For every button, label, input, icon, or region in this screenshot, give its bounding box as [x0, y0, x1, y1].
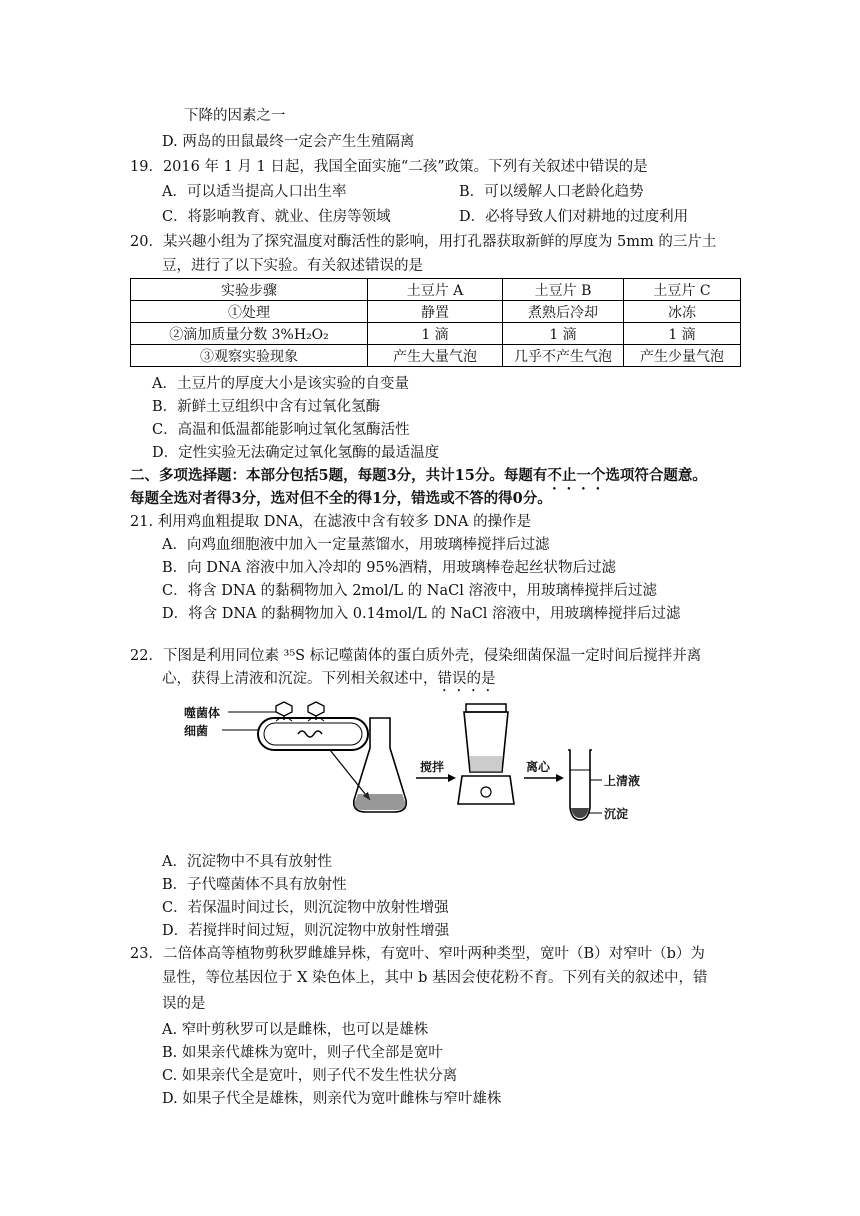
- table-header-cell: 土豆片 A: [368, 279, 503, 301]
- q19-option-d: D．必将导致人们对耕地的过度利用: [459, 209, 689, 225]
- table-cell: ①处理: [131, 301, 368, 323]
- section2-heading-c: 选项符合题意。: [605, 467, 707, 484]
- bacterium-inner-shape: [264, 723, 362, 745]
- q22-stem-line2: [162, 669, 496, 695]
- label-bacteria: 细菌: [184, 724, 209, 738]
- section2-heading-line2: 每题全选对者得3分，选对但不全的得1分，错选或不答的得0分。: [130, 490, 552, 507]
- label-sediment: 沉淀: [604, 807, 629, 821]
- dna-squiggle: [298, 731, 322, 737]
- table-cell: ③观察实验现象: [131, 345, 368, 367]
- q18-continuation: 下降的因素之一: [184, 108, 286, 124]
- q20-stem-line2: 豆，进行了以下实验。有关叙述错误的是: [162, 258, 423, 274]
- centrifuge-arrow-head: [556, 774, 564, 782]
- q20-stem-line1: 20．某兴趣小组为了探究温度对酶活性的影响，用打孔器获取新鲜的厚度为 5mm 的三片土: [130, 234, 717, 250]
- q20-option-b: B．新鲜土豆组织中含有过氧化氢酶: [152, 399, 381, 415]
- section2-heading-emphasis: 不止一个: [547, 467, 606, 484]
- table-cell: 冰冻: [624, 301, 741, 323]
- q23-option-a: A. 窄叶剪秋罗可以是雌株，也可以是雄株: [162, 1022, 429, 1038]
- blender-lid: [466, 704, 506, 712]
- q23-option-b: B. 如果亲代雄株为宽叶，则子代全部是宽叶: [162, 1045, 443, 1061]
- blender-liquid: [470, 756, 502, 772]
- table-header-row: [131, 279, 741, 301]
- table-row: [131, 301, 741, 323]
- table-row: [131, 323, 741, 345]
- label-centrifuge: 离心: [526, 760, 551, 774]
- label-phage: 噬菌体: [184, 706, 221, 720]
- stir-arrow-head: [448, 774, 456, 782]
- q22-stem-emphasis: 错误的是: [437, 671, 496, 687]
- q23-stem-line1: 23．二倍体高等植物剪秋罗雌雄异株，有宽叶、窄叶两种类型，宽叶（B）对窄叶（b）为: [130, 946, 705, 962]
- table-header-cell: 土豆片 C: [624, 279, 741, 301]
- table-cell: 静置: [368, 301, 503, 323]
- q19-stem: 19．2016 年 1 月 1 日起，我国全面实施“二孩”政策。下列有关叙述中错误的是: [130, 159, 648, 175]
- q21-option-b: B．向 DNA 溶液中加入冷却的 95%酒精，用玻璃棒卷起丝状物后过滤: [162, 560, 616, 576]
- table-cell: 1 滴: [624, 323, 741, 345]
- q23-stem-line3: 误的是: [162, 996, 206, 1012]
- q23-stem-line2: 显性，等位基因位于 X 染色体上，其中 b 基因会使花粉不育。下列有关的叙述中，错: [162, 970, 708, 986]
- q20-option-d: D．定性实验无法确定过氧化氢酶的最适温度: [152, 445, 440, 461]
- table-cell: ②滴加质量分数 3%H₂O₂: [131, 323, 368, 345]
- q18-option-d: D. 两岛的田鼠最终一定会产生生殖隔离: [162, 134, 415, 150]
- blender-base: [458, 776, 514, 804]
- blender-knob: [481, 787, 491, 797]
- phage-infection-figure: [180, 700, 660, 830]
- q22-option-a: A．沉淀物中不具有放射性: [162, 854, 332, 870]
- table-cell: 几乎不产生气泡: [503, 345, 624, 367]
- table-cell: 1 滴: [368, 323, 503, 345]
- q22-stem-line1: 22．下图是利用同位素 ³⁵S 标记噬菌体的蛋白质外壳，侵染细菌保温一定时间后搅拌并离: [130, 648, 702, 664]
- q21-option-a: A．向鸡血细胞液中加入一定量蒸馏水，用玻璃棒搅拌后过滤: [162, 537, 550, 553]
- q19-option-a: A．可以适当提高人口出生率: [162, 184, 347, 200]
- q21-stem: 21. 利用鸡血粗提取 DNA，在滤液中含有较多 DNA 的操作是: [130, 514, 532, 530]
- q19-option-c: C．将影响教育、就业、住房等领域: [162, 209, 391, 225]
- table-header-cell: 土豆片 B: [503, 279, 624, 301]
- q23-option-d: D. 如果子代全是雄株，则亲代为宽叶雌株与窄叶雄株: [162, 1091, 502, 1107]
- table-row: [131, 345, 741, 367]
- q21-option-d: D．将含 DNA 的黏稠物加入 0.14mol/L 的 NaCl 溶液中，用玻璃棒搅拌后过滤: [162, 606, 681, 622]
- label-stir: 搅拌: [420, 760, 445, 774]
- q20-option-a: A．土豆片的厚度大小是该实验的自变量: [152, 376, 409, 392]
- q19-option-b: B．可以缓解人口老龄化趋势: [459, 184, 644, 200]
- q22-option-d: D．若搅拌时间过短，则沉淀物中放射性增强: [162, 923, 450, 939]
- table-header-cell: 实验步骤: [131, 279, 368, 301]
- q22-option-c: C．若保温时间过长，则沉淀物中放射性增强: [162, 900, 449, 916]
- table-cell: 煮熟后冷却: [503, 301, 624, 323]
- q23-option-c: C. 如果亲代全是宽叶，则子代不发生性状分离: [162, 1068, 458, 1084]
- q22-stem-line2-a: 心，获得上清液和沉淀。下列相关叙述中，: [162, 671, 438, 687]
- table-cell: 1 滴: [503, 323, 624, 345]
- table-cell: 产生大量气泡: [368, 345, 503, 367]
- flask-liquid: [354, 794, 406, 810]
- q22-option-b: B．子代噬菌体不具有放射性: [162, 877, 347, 893]
- label-supernatant: 上清液: [604, 774, 641, 788]
- q20-option-c: C．高温和低温都能影响过氧化氢酶活性: [152, 422, 410, 438]
- section2-heading-a: 二、多项选择题：本部分包括5题，每题3分，共计15分。每题有: [130, 467, 548, 484]
- experiment-table: [130, 278, 741, 367]
- arrow-to-flask: [330, 750, 370, 800]
- q21-option-c: C．将含 DNA 的黏稠物加入 2mol/L 的 NaCl 溶液中，用玻璃棒搅拌后过滤: [162, 583, 657, 599]
- table-cell: 产生少量气泡: [624, 345, 741, 367]
